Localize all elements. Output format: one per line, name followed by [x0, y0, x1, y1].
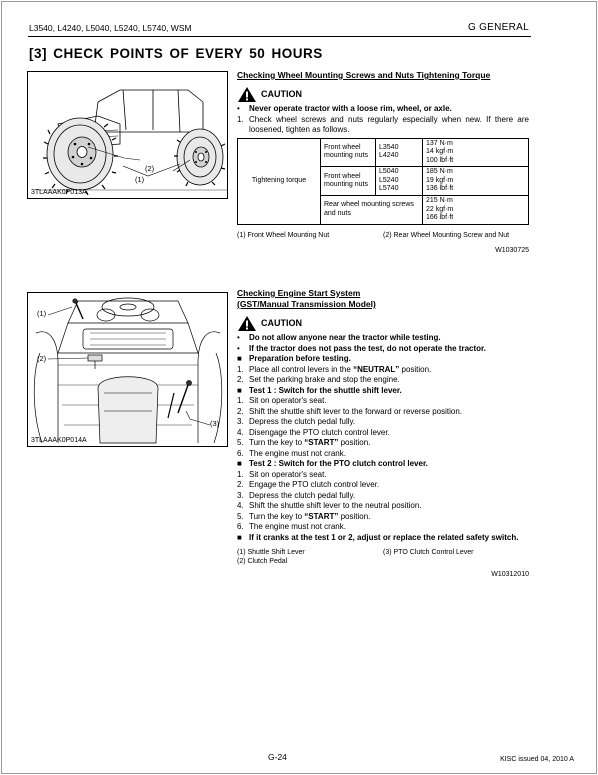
engine-figure: [27, 292, 228, 447]
engine-code: W10312010: [491, 571, 529, 578]
operator-platform-illustration: [28, 293, 227, 446]
tractor-wheels-illustration: [28, 72, 227, 198]
wheel-figure: [27, 71, 228, 199]
torque-models: L5040 L5240 L5740: [376, 167, 423, 196]
warning-triangle-icon: [237, 315, 257, 332]
engine-captions: [237, 548, 529, 566]
wheel-caption-2: (2) Rear Wheel Mounting Screw and Nut: [383, 231, 510, 239]
test1-step: 6. The engine must not crank.: [237, 448, 346, 458]
section-title: [3] CHECK POINTS OF EVERY 50 HOURS: [29, 46, 323, 61]
header-section: G GENERAL: [467, 22, 529, 33]
test1-step: 3. Depress the clutch pedal fully.: [237, 417, 356, 426]
warning-triangle-icon: [237, 86, 257, 103]
engine-caption-3: (3) PTO Clutch Control Lever: [383, 549, 474, 556]
wheel-captions: [237, 231, 529, 240]
wheel-figure-caption: 3TLAAAK0P013A: [31, 189, 87, 196]
caution-label: CAUTION: [261, 89, 302, 100]
final-note: ■ If it cranks at the test 1 or 2, adjust or replace the related safety switch.: [237, 532, 519, 542]
torque-row-label: Tightening torque: [238, 138, 321, 224]
torque-values: 215 N·m 22 kgf·m 166 lbf·ft: [423, 196, 529, 225]
engine-bullet-2: • If the tractor does not pass the test, do not operate the tractor.: [237, 343, 486, 353]
wheel-caption-1: (1) Front Wheel Mounting Nut: [237, 231, 330, 239]
wheel-caution: [237, 86, 529, 103]
callout-1: (1): [135, 175, 145, 184]
test2-heading: ■ Test 2 : Switch for the PTO clutch control lever.: [237, 459, 428, 468]
engine-caption-2: (2) Clutch Pedal: [237, 558, 288, 565]
wheel-section: [237, 70, 529, 256]
engine-section-subtitle: (GST/Manual Transmission Model): [237, 299, 376, 309]
torque-table: [237, 138, 529, 225]
engine-caption-1: (1) Shuttle Shift Lever: [237, 549, 305, 556]
test2-step: 3. Depress the clutch pedal fully.: [237, 490, 356, 500]
torque-part: Rear wheel mounting screws and nuts: [321, 196, 423, 225]
torque-part: Front wheel mounting nuts: [321, 167, 376, 196]
test2-step: 4. Shift the shuttle shift lever to the neutral position.: [237, 501, 422, 510]
torque-values: 137 N·m 14 kgf·m 100 lbf·ft: [423, 138, 529, 167]
engine-section: [237, 288, 529, 581]
test1-heading: ■ Test 1 : Switch for the shuttle shift lever.: [237, 385, 402, 395]
engine-figure-caption: 3TLAAAK0P014A: [31, 437, 87, 444]
wheel-code: W1030725: [495, 246, 529, 254]
test2-step: 6. The engine must not crank.: [237, 522, 346, 531]
wheel-section-title: Checking Wheel Mounting Screws and Nuts Tightening Torque: [237, 70, 491, 80]
test2-step: 1. Sit on operator's seat.: [237, 469, 327, 479]
wheel-bullet-1: • Never operate tractor with a loose rim, wheel, or axle.: [237, 104, 452, 113]
callout-3: (3): [210, 419, 220, 428]
header-models: L3540, L4240, L5040, L5240, L5740, WSM: [29, 23, 192, 33]
test1-step: 4. Disengage the PTO clutch control lever.: [237, 427, 390, 437]
wheel-step-1: 1. Check wheel screws and nuts regularly especially when new. If there are loosened, tighten as follows.: [237, 114, 529, 134]
test1-step: 5. Turn the key to “START” position.: [237, 438, 371, 447]
test1-step: 1. Sit on operator's seat.: [237, 396, 327, 405]
engine-bullet-1: • Do not allow anyone near the tractor while testing.: [237, 333, 441, 342]
test2-step: 2. Engage the PTO clutch control lever.: [237, 480, 380, 489]
callout-1: (1): [37, 309, 47, 318]
engine-section-title: Checking Engine Start System: [237, 288, 361, 298]
issue-info: KISC issued 04, 2010 A: [500, 756, 574, 763]
test1-step: 2. Shift the shuttle shift lever to the forward or reverse position.: [237, 406, 462, 416]
test2-step: 5. Turn the key to “START” position.: [237, 511, 371, 521]
callout-2: (2): [37, 354, 47, 363]
prep-step: 1. Place all control levers in the “NEUTRAL” position.: [237, 364, 432, 374]
torque-values: 185 N·m 19 kgf·m 136 lbf·ft: [423, 167, 529, 196]
callout-2: (2): [145, 164, 155, 173]
caution-label: CAUTION: [261, 318, 302, 329]
engine-caution: [237, 315, 529, 332]
torque-models: L3540 L4240: [376, 138, 423, 167]
page-number: G-24: [268, 752, 287, 762]
prep-heading: ■ Preparation before testing.: [237, 354, 351, 363]
header-rule: [28, 36, 531, 37]
prep-step: 2. Set the parking brake and stop the engine.: [237, 375, 400, 384]
torque-part: Front wheel mounting nuts: [321, 138, 376, 167]
